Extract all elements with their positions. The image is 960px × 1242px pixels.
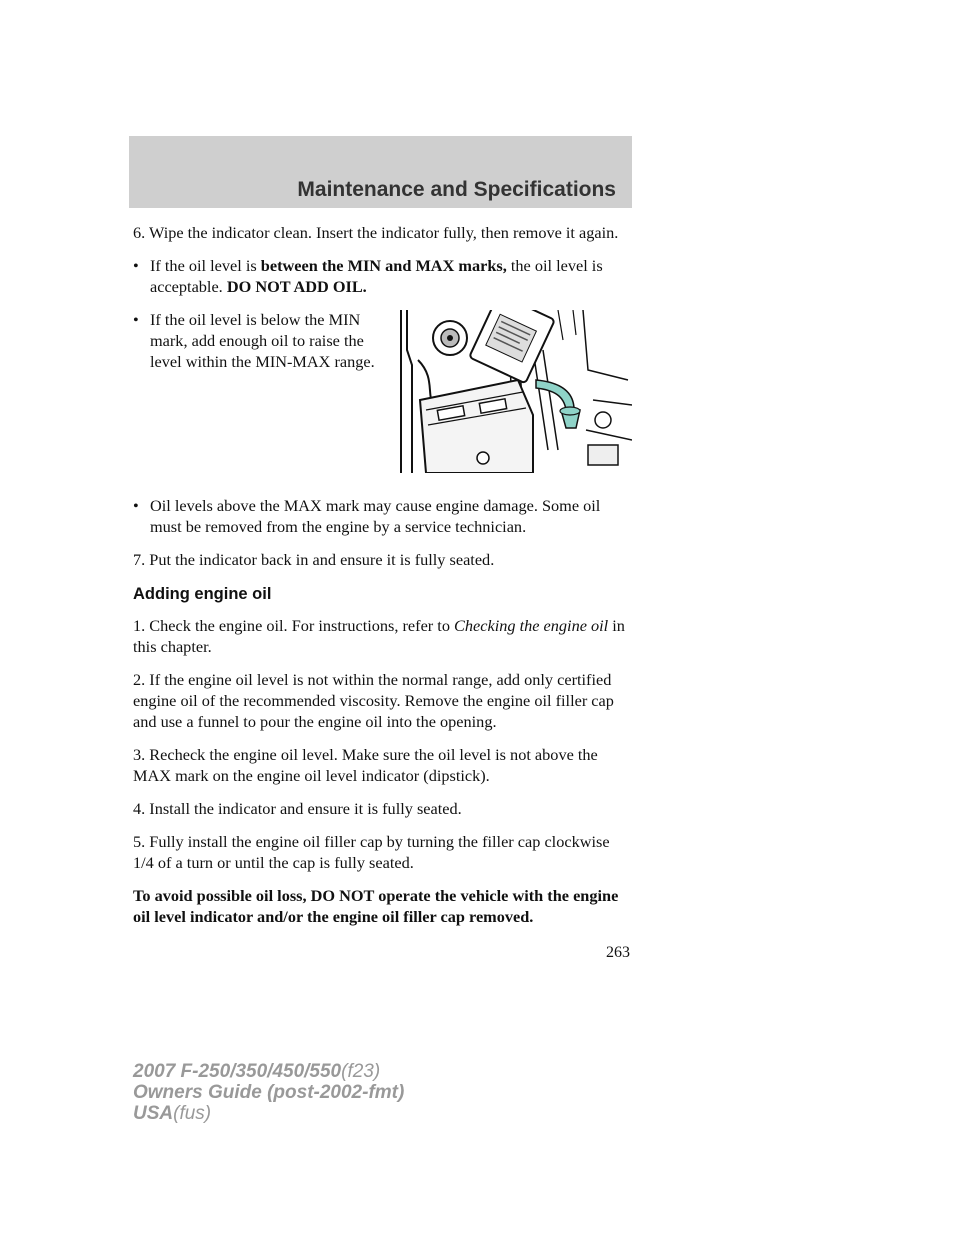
add-step-5: 5. Fully install the engine oil filler cap by turning the filler cap clockwise 1/4 of a turn or until the cap is fully seated. <box>133 832 610 872</box>
step-6: 6. Wipe the indicator clean. Insert the indicator fully, then remove it again. <box>133 223 619 242</box>
section-heading: Adding engine oil <box>133 585 272 603</box>
bullet-dot: • <box>133 310 139 329</box>
footer-line-1: 2007 F-250/350/450/550(f23) <box>133 1061 381 1082</box>
bullet-oil-below-min: • If the oil level is below the MIN mark, add enough oil to raise the level within the MIN-MAX range. <box>133 310 375 371</box>
step-7: 7. Put the indicator back in and ensure it is fully seated. <box>133 550 495 569</box>
page-number: 263 <box>606 944 630 961</box>
add-step-3: 3. Recheck the engine oil level. Make sure the oil level is not above the MAX mark on the engine oil level indicator (dipstick). <box>133 745 598 785</box>
bullet-oil-acceptable: • If the oil level is between the MIN and MAX marks, the oil level is acceptable. DO NOT ADD OIL. <box>133 256 603 296</box>
add-step-2: 2. If the engine oil level is not within the normal range, add only certified engine oil of the recommended viscosity. Remove the engine oil filler cap and use a funnel to pour the engine oil into the opening. <box>133 670 614 731</box>
bullet-dot: • <box>133 256 139 275</box>
footer-line-3: USA(fus) <box>133 1103 212 1124</box>
footer <box>133 1061 404 1124</box>
page-content <box>133 222 633 939</box>
engine-oil-pour-illustration <box>398 310 632 473</box>
header-band <box>129 136 632 208</box>
add-step-1: 1. Check the engine oil. For instructions, refer to Checking the engine oil in this chapter. <box>133 616 625 656</box>
cross-reference: Checking the engine oil <box>454 616 609 635</box>
bullet-dot: • <box>133 496 139 515</box>
warning-text: To avoid possible oil loss, DO NOT operate the vehicle with the engine oil level indicator and/or the engine oil filler cap removed. <box>133 886 619 926</box>
page-header-title: Maintenance and Specifications <box>297 178 616 201</box>
bullet-oil-above-max: • Oil levels above the MAX mark may cause engine damage. Some oil must be removed from the engine by a service technician. <box>133 496 601 536</box>
footer-line-2: Owners Guide (post-2002-fmt) <box>133 1082 405 1103</box>
add-step-4: 4. Install the indicator and ensure it is fully seated. <box>133 799 462 818</box>
bullet-with-figure <box>133 309 633 477</box>
